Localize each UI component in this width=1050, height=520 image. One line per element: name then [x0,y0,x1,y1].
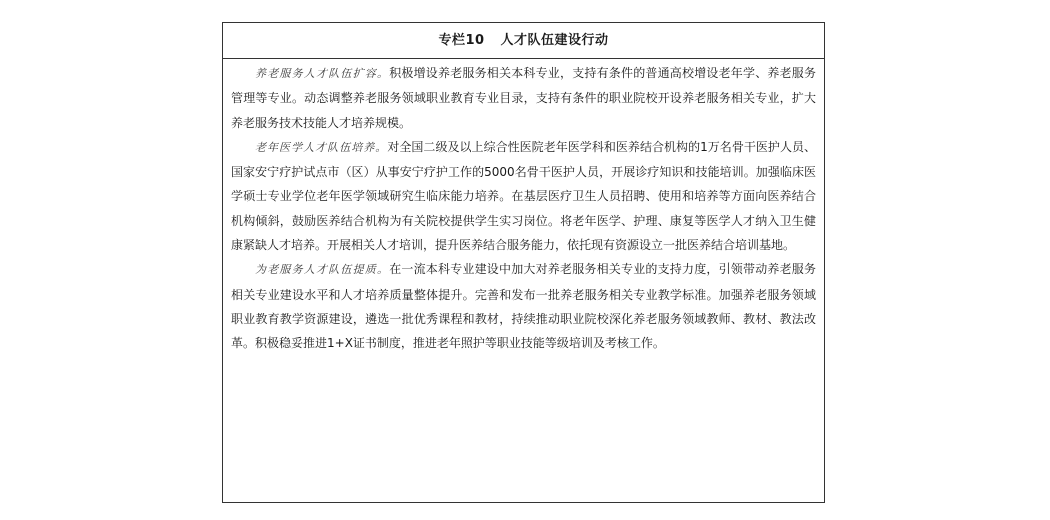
paragraph-lead: 养老服务人才队伍扩容。 [255,67,390,80]
paragraph-text: 积极增设养老服务相关本科专业，支持有条件的普通高校增设老年学、养老服务管理等专业。动态调整养老服务领域职业教育专业目录，支持有条件的职业院校开设养老服务相关专业，扩大养老服务技术技能人才培养规模。 [231,66,816,130]
box-title [223,23,824,59]
box-body [223,59,824,356]
paragraph-text: 对全国二级及以上综合性医院老年医学科和医养结合机构的1万名骨干医护人员、国家安宁疗护试点市（区）从事安宁疗护工作的5000名骨干医护人员，开展诊疗知识和技能培训。加强临床医学硕士专业学位老年医学领域研究生临床能力培养。在基层医疗卫生人员招聘、使用和培养等方面向医养结合机构倾斜，鼓励医养结合机构为有关院校提供学生实习岗位。将老年医学、护理、康复等医学人才纳入卫生健康紧缺人才培养。开展相关人才培训，提升医养结合服务能力，依托现有资源设立一批医养结合培训基地。 [231,139,817,253]
paragraph-lead: 老年医学人才队伍培养。 [255,140,388,154]
box-title-text: 人才队伍建设行动 [500,33,609,48]
paragraph-geriatric-medicine [231,135,816,257]
paragraph-talent-expansion [231,61,816,135]
feature-box [222,22,825,503]
box-title-number: 专栏10 [438,33,485,48]
paragraph-lead: 为老服务人才队伍提质。 [255,263,390,277]
paragraph-text: 在一流本科专业建设中加大对养老服务相关专业的支持力度，引领带动养老服务相关专业建设水平和人才培养质量整体提升。完善和发布一批养老服务相关专业教学标准。加强养老服务领域职业教育教学资源建设，遴选一批优秀课程和教材，持续推动职业院校深化养老服务领域教师、教材、教法改革。积极稳妥推进1+X证书制度，推进老年照护等职业技能等级培训及考核工作。 [231,262,816,351]
paragraph-quality-improvement [231,257,816,355]
